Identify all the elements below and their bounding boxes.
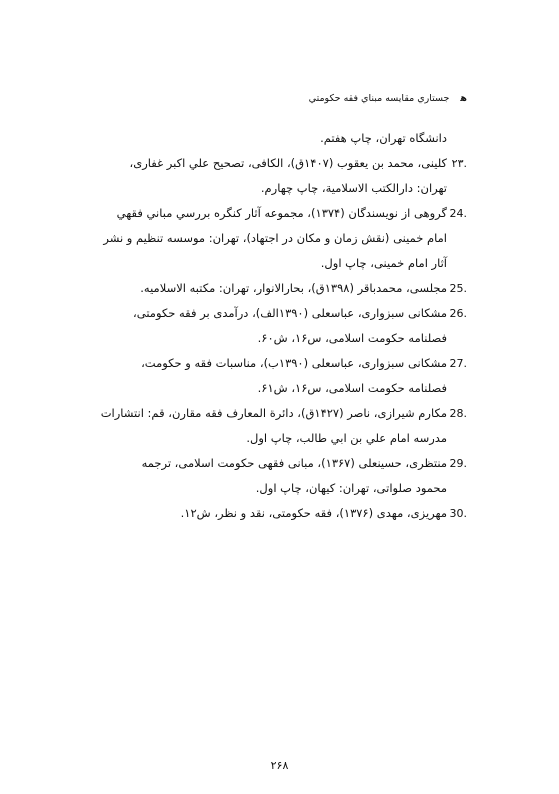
reference-line: گروهى از نويسندگان (۱۳۷۴)، مجموعه آثار كنگره بررسي مباني فقهي [116, 206, 447, 220]
reference-number: 28. [449, 407, 467, 420]
reference-item [100, 401, 467, 451]
reference-item [103, 201, 467, 276]
reference-line: مشكانى سبزوارى، عباسعلى (۱۳۹۰ب)، مناسبات فقه و حكومت، [141, 356, 447, 370]
reference-line: مكارم شيرازى، ناصر (۱۴۲۷ق)، دائرة المعارف فقه مقارن، قم: انتشارات [100, 406, 447, 420]
reference-number: 26. [449, 307, 467, 320]
running-head [309, 93, 467, 104]
reference-line: دانشگاه تهران، چاپ هفتم. [320, 131, 447, 145]
reference-item [107, 126, 447, 151]
references-list [100, 126, 467, 526]
reference-number: 25. [449, 282, 467, 295]
page-number: ۲۶۸ [270, 759, 289, 772]
reference-line: منتظرى، حسينعلى (۱۳۶۷)، مبانى فقهى حكومت اسلامى، ترجمه [141, 456, 447, 470]
reference-line: امام خمينى (نقش زمان و مكان در اجتهاد)، تهران: موسسه تنظيم و نشر [103, 231, 447, 245]
reference-line: مهريزى، مهدى (۱۳۷۶)، فقه حكومتى، نقد و نظر، ش۱۲. [180, 506, 447, 520]
reference-line: تهران: دارالكتب الاسلامية، چاپ چهارم. [260, 181, 447, 195]
reference-line: فصلنامه حكومت اسلامى، س۱۶، ش۶۰. [257, 331, 447, 345]
reference-item [107, 501, 467, 526]
reference-item [107, 151, 467, 201]
reference-number: 27. [449, 357, 467, 370]
reference-item [107, 451, 467, 501]
running-head-mark: ﻫ [460, 93, 467, 104]
reference-item [107, 351, 467, 401]
reference-number: 30. [449, 507, 467, 520]
reference-line: مدرسه امام علي بن ابي طالب، چاپ اول. [246, 431, 447, 445]
reference-line: محمود صلواتى، تهران: كيهان، چاپ اول. [255, 481, 447, 495]
reference-line: مشكانى سبزوارى، عباسعلى (۱۳۹۰الف)، درآمدى بر فقه حكومتى، [133, 306, 447, 320]
reference-line: كلينى، محمد بن يعقوب (۱۴۰۷ق)، الكافى، تصحيح علي اكبر غفارى، [129, 156, 447, 170]
running-head-title: جستاري مقايسه مبناي فقه حكومتي [308, 93, 450, 104]
reference-item [107, 301, 467, 351]
reference-line: آثار امام خمينى، چاپ اول. [320, 256, 447, 270]
reference-line: فصلنامه حكومت اسلامى، س۱۶، ش۶۱. [257, 381, 447, 395]
reference-item [107, 276, 467, 301]
reference-number: 29. [449, 457, 467, 470]
reference-number: ۲۳. [451, 157, 467, 170]
reference-number: 24. [449, 207, 467, 220]
reference-line: مجلسى، محمدباقر (۱۳۹۸ق)، بحارالانوار، تهران: مكتبه الاسلاميه. [140, 281, 447, 295]
